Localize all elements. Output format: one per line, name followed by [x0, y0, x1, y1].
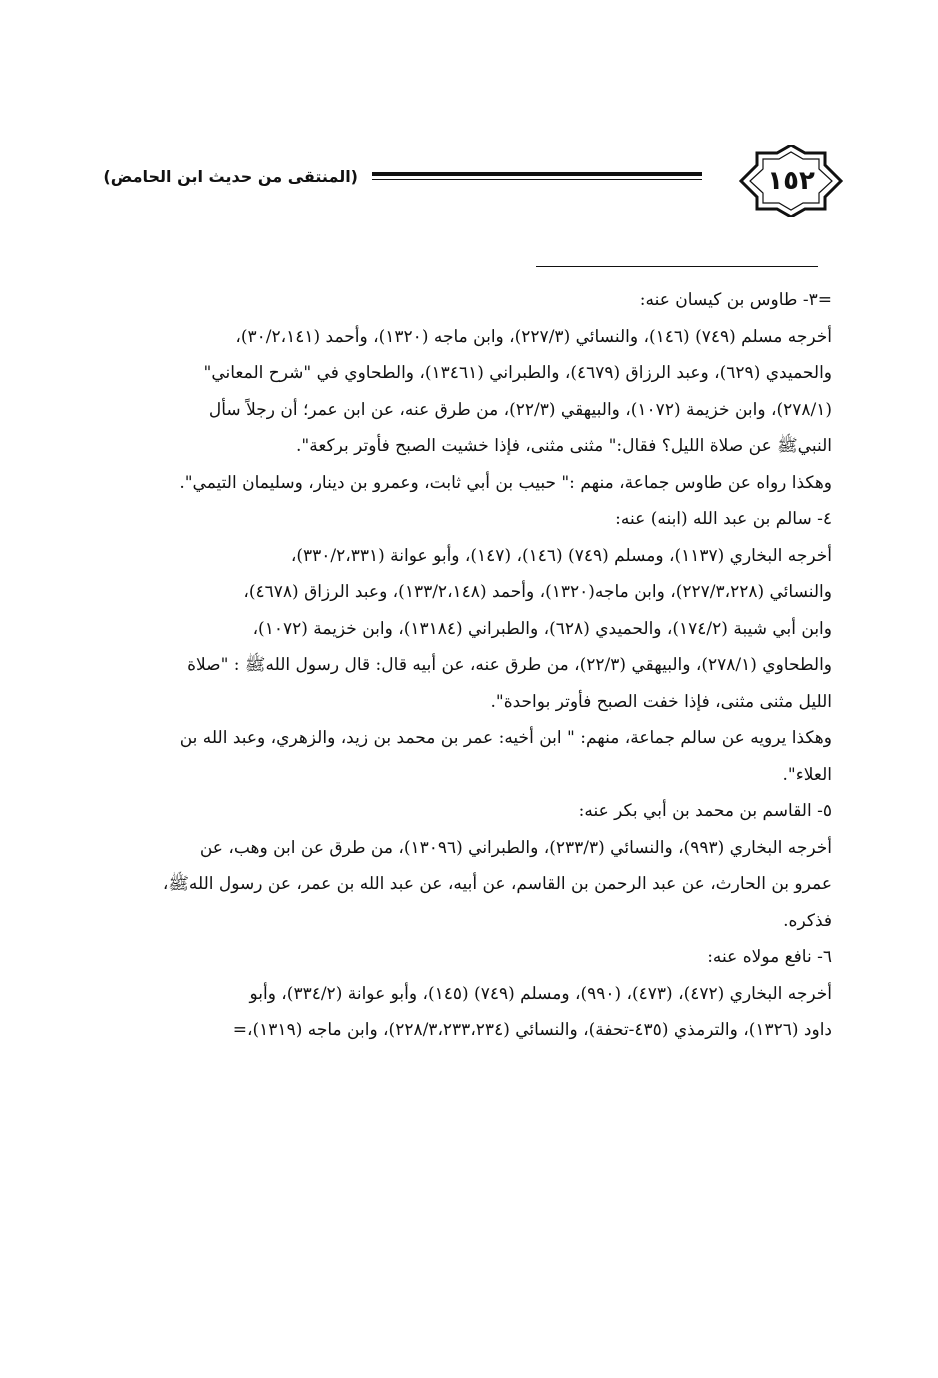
section-heading: ٤- سالم بن عبد الله (ابنه) عنه: [615, 509, 832, 529]
page-number: ١٥٢ [767, 166, 815, 196]
text-line: والحميدي (٦٢٩)، وعبد الرزاق (٤٦٧٩)، والطبراني (١٣٤٦١)، والطحاوي في "شرح المعاني" [203, 363, 832, 383]
text-line: أخرجه البخاري (٩٩٣)، والنسائي (٢٣٣/٣)، والطبراني (١٣٠٩٦)، من طرق عن ابن وهب، عن [199, 837, 832, 858]
header-rule-thin [372, 179, 702, 180]
text-line: الليل مثنى مثنى، فإذا خفت الصبح فأوتر بواحدة". [490, 691, 832, 712]
text-line: النبيﷺ عن صلاة الليل؟ فقال:" مثنى مثنى، فإذا خشيت الصبح فأوتر بركعة". [295, 436, 832, 456]
text-line: العلاء". [782, 764, 832, 785]
text-line: عمرو بن الحارث، عن عبد الرحمن بن القاسم، عن أبيه، عن عبد الله بن عمر، عن رسول اللهﷺ، [162, 874, 832, 894]
footnote-text-body [94, 282, 832, 1049]
text-line: فذكره. [783, 910, 832, 931]
text-line: وهكذا رواه عن طاوس جماعة، منهم :" حبيب بن أبي ثابت، وعمرو بن دينار، وسليمان التيمي". [179, 472, 832, 493]
section-heading: ٥- القاسم بن محمد بن أبي بكر عنه: [578, 801, 832, 821]
text-line: أخرجه البخاري (٤٧٢)، (٤٧٣)، (٩٩٠)، ومسلم (٧٤٩) (١٤٥)، وأبو عوانة (٣٣٤/٢)، وأبو [249, 983, 832, 1004]
text-line: وهكذا يرويه عن سالم جماعة، منهم: " ابن أخيه: عمر بن محمد بن زيد، والزهري، وعبد الله بن [179, 728, 832, 748]
running-title: (المنتقى من حديث ابن الحامض) [103, 167, 358, 186]
text-line: والنسائي (٢٢٧/٣،٢٢٨)، وابن ماجه(١٣٢٠)، وأحمد (١٣٣/٢،١٤٨)، وعبد الرزاق (٤٦٧٨)، [243, 582, 832, 602]
text-line: داود (١٣٢٦)، والترمذي (٤٣٥-تحفة)، والنسائي (٢٢٨/٣،٢٣٣،٢٣٤)، وابن ماجه (١٣١٩)،= [232, 1020, 832, 1040]
section-heading: =٣- طاوس بن كيسان عنه: [639, 290, 832, 310]
text-line: (٢٧٨/١)، وابن خزيمة (١٠٧٢)، والبيهقي (٢٢/٣)، من طرق عنه، عن ابن عمر؛ أن رجلاً سأل [208, 399, 832, 420]
page-number-badge [737, 145, 845, 217]
text-line: والطحاوي (٢٧٨/١)، والبيهقي (٢٢/٣)، من طرق عنه، عن أبيه قال: قال رسول اللهﷺ : "صلاة [187, 655, 832, 675]
text-line: أخرجه مسلم (٧٤٩) (١٤٦)، والنسائي (٢٢٧/٣)، وابن ماجه (١٣٢٠)، وأحمد (٣٠/٢،١٤١)، [235, 326, 832, 347]
text-line: وابن أبي شيبة (١٧٤/٢)، والحميدي (٦٢٨)، والطبراني (١٣١٨٤)، وابن خزيمة (١٠٧٢)، [252, 618, 832, 639]
header-rule [372, 172, 702, 176]
text-line: أخرجه البخاري (١١٣٧)، ومسلم (٧٤٩) (١٤٦)، (١٤٧)، وأبو عوانة (٣٣٠/٢،٣٣١)، [290, 545, 832, 566]
section-heading: ٦- نافع مولاه عنه: [707, 947, 832, 967]
footnote-separator [536, 266, 818, 267]
